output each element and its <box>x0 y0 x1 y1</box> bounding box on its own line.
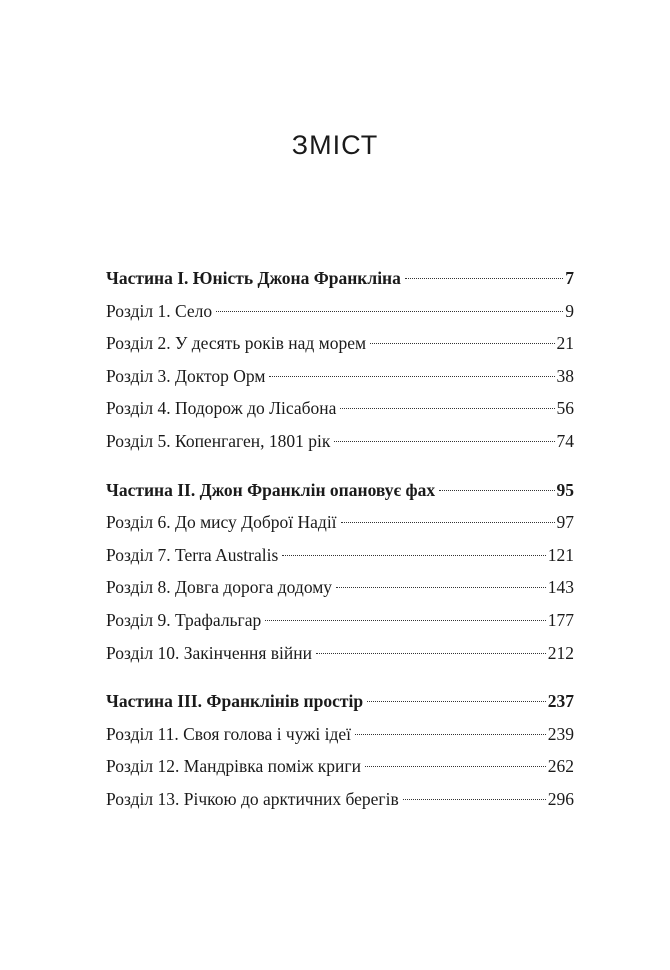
toc-chapter-row <box>106 295 574 328</box>
dot-leader <box>265 620 546 621</box>
toc-chapter-row <box>106 604 574 637</box>
dot-leader <box>282 555 545 556</box>
toc-part-2 <box>106 474 574 670</box>
toc-chapter-title: Розділ 8. Довга дорога додому <box>106 577 333 598</box>
toc-part-heading <box>106 474 574 507</box>
toc-chapter-row <box>106 718 574 751</box>
toc-part-3 <box>106 685 574 815</box>
toc-part-title: Частина ІІІ. Франклінів простір <box>106 691 364 712</box>
dot-leader <box>370 343 554 344</box>
page-title: ЗМІСТ <box>291 130 379 161</box>
toc-chapter-title: Розділ 1. Село <box>106 300 213 321</box>
toc-part-title: Частина ІІ. Джон Франклін опановує фах <box>106 479 436 500</box>
toc-chapter-title: Розділ 6. До мису Доброї Надії <box>106 512 337 533</box>
toc-page-number: 121 <box>547 544 574 565</box>
dot-leader <box>340 408 554 409</box>
dot-leader <box>403 799 546 800</box>
toc-page-number: 74 <box>556 430 574 451</box>
dot-leader <box>355 734 546 735</box>
toc-chapter-title: Розділ 5. Копенгаген, 1801 рік <box>106 430 331 451</box>
toc-chapter-row <box>106 539 574 572</box>
toc-chapter-row <box>106 425 574 458</box>
toc-chapter-row <box>106 783 574 816</box>
toc-chapter-title: Розділ 13. Річкою до арктичних берегів <box>106 788 399 809</box>
toc-page-number: 38 <box>556 365 574 386</box>
toc-chapter-title: Розділ 9. Трафальгар <box>106 609 262 630</box>
dot-leader <box>341 522 555 523</box>
toc-chapter-title: Розділ 11. Своя голова і чужі ідеї <box>106 723 351 744</box>
toc-part-heading <box>106 685 574 718</box>
dot-leader <box>216 311 563 312</box>
table-of-contents <box>106 262 574 832</box>
toc-chapter-title: Розділ 3. Доктор Орм <box>106 365 266 386</box>
toc-page-number: 239 <box>547 723 574 744</box>
toc-chapter-row <box>106 571 574 604</box>
toc-page-number: 262 <box>547 756 574 777</box>
toc-part-heading <box>106 262 574 295</box>
toc-chapter-title: Розділ 12. Мандрівка поміж криги <box>106 756 361 777</box>
dot-leader <box>367 701 546 702</box>
dot-leader <box>269 376 554 377</box>
toc-page-number: 177 <box>547 609 574 630</box>
toc-part-1 <box>106 262 574 458</box>
toc-page-number: 212 <box>547 642 574 663</box>
dot-leader <box>365 766 546 767</box>
toc-chapter-row <box>106 327 574 360</box>
toc-page-number: 21 <box>556 333 574 354</box>
toc-chapter-title: Розділ 4. Подорож до Лісабона <box>106 398 337 419</box>
dot-leader <box>439 490 554 491</box>
toc-page-number: 95 <box>556 479 574 500</box>
toc-chapter-title: Розділ 10. Закінчення війни <box>106 642 312 663</box>
dot-leader <box>405 278 563 279</box>
toc-page-number: 143 <box>547 577 574 598</box>
toc-chapter-row <box>106 360 574 393</box>
toc-page-number: 296 <box>547 788 574 809</box>
toc-page-number: 56 <box>556 398 574 419</box>
toc-chapter-row <box>106 506 574 539</box>
toc-page-number: 237 <box>547 691 574 712</box>
toc-chapter-row <box>106 750 574 783</box>
dot-leader <box>316 653 546 654</box>
toc-chapter-title: Розділ 7. Terra Australis <box>106 544 279 565</box>
dot-leader <box>336 587 546 588</box>
toc-page-number: 97 <box>556 512 574 533</box>
toc-page-number: 7 <box>565 268 574 288</box>
toc-part-title: Частина І. Юність Джона Франкліна <box>106 268 401 288</box>
toc-chapter-row <box>106 637 574 670</box>
toc-page-number: 9 <box>565 300 574 321</box>
toc-chapter-row <box>106 392 574 425</box>
toc-chapter-title: Розділ 2. У десять років над морем <box>106 333 367 354</box>
dot-leader <box>334 441 554 442</box>
